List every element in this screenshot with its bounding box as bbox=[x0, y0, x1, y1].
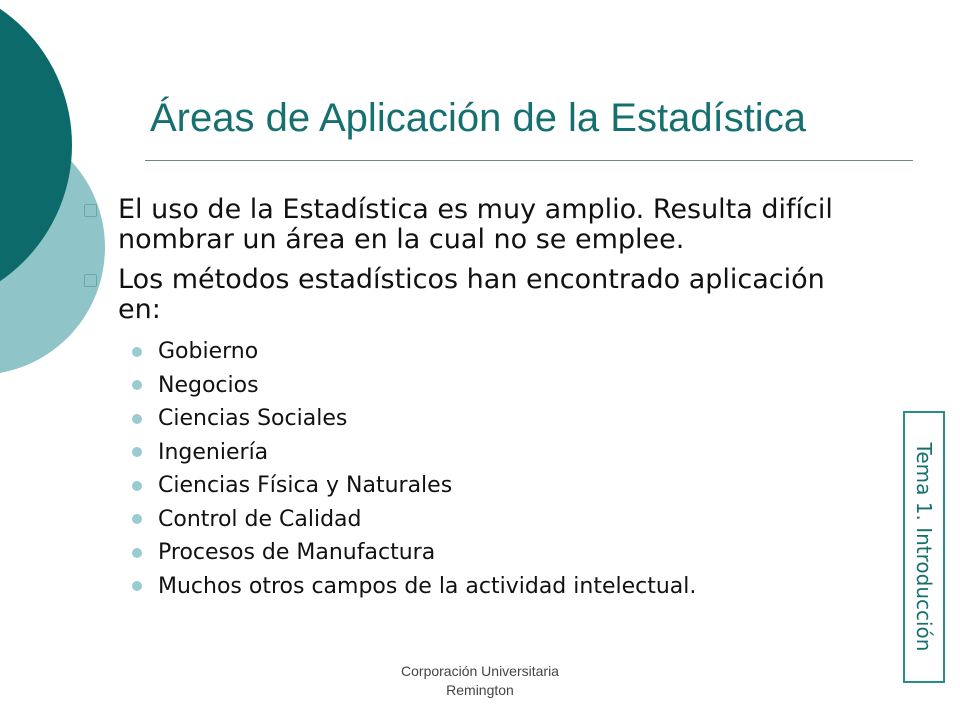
title-divider bbox=[145, 160, 913, 161]
sub-bullet-text: Muchos otros campos de la actividad intelectual. bbox=[158, 573, 697, 599]
sub-bullet-text: Gobierno bbox=[158, 339, 259, 364]
footer-line-1: Corporación Universitaria bbox=[401, 663, 559, 679]
bullet-list bbox=[84, 195, 874, 603]
dot-bullet-icon bbox=[132, 447, 142, 457]
bullet-text: El uso de la Estadística es muy amplio. Resulta difícil nombrar un área en la cual no se emplee. bbox=[118, 194, 833, 255]
section-label-box bbox=[903, 411, 945, 683]
bullet-item bbox=[84, 265, 874, 325]
dot-bullet-icon bbox=[132, 581, 142, 591]
square-bullet-icon bbox=[84, 195, 118, 255]
bullet-text: Los métodos estadísticos han encontrado aplicación en: bbox=[118, 264, 825, 325]
sub-bullet-text: Negocios bbox=[158, 372, 259, 398]
dot-bullet-icon bbox=[132, 481, 142, 491]
sub-bullet-list bbox=[132, 335, 874, 603]
sub-bullet-item bbox=[132, 536, 874, 570]
bullet-item bbox=[84, 195, 874, 255]
sub-bullet-item bbox=[132, 335, 874, 369]
dot-bullet-icon bbox=[132, 380, 142, 390]
sub-bullet-text: Control de Calidad bbox=[158, 506, 362, 532]
dot-bullet-icon bbox=[132, 548, 142, 558]
slide-title: Áreas de Aplicación de la Estadística bbox=[150, 96, 806, 140]
sub-bullet-item bbox=[132, 469, 874, 503]
sub-bullet-text: Ciencias Física y Naturales bbox=[158, 473, 453, 498]
footer bbox=[380, 662, 580, 700]
sub-bullet-text: Ingeniería bbox=[158, 439, 269, 465]
footer-line-2: Remington bbox=[446, 682, 514, 698]
dot-bullet-icon bbox=[132, 347, 142, 357]
sub-bullet-item bbox=[132, 503, 874, 537]
section-label: Tema 1. Introducción bbox=[912, 442, 936, 652]
sub-bullet-item bbox=[132, 369, 874, 403]
square-bullet-icon bbox=[84, 265, 118, 325]
dot-bullet-icon bbox=[132, 414, 142, 424]
sub-bullet-item bbox=[132, 402, 874, 436]
dot-bullet-icon bbox=[132, 514, 142, 524]
sub-bullet-item bbox=[132, 436, 874, 470]
sub-bullet-text: Ciencias Sociales bbox=[158, 406, 348, 431]
sub-bullet-text: Procesos de Manufactura bbox=[158, 540, 436, 565]
sub-bullet-item bbox=[132, 570, 874, 604]
